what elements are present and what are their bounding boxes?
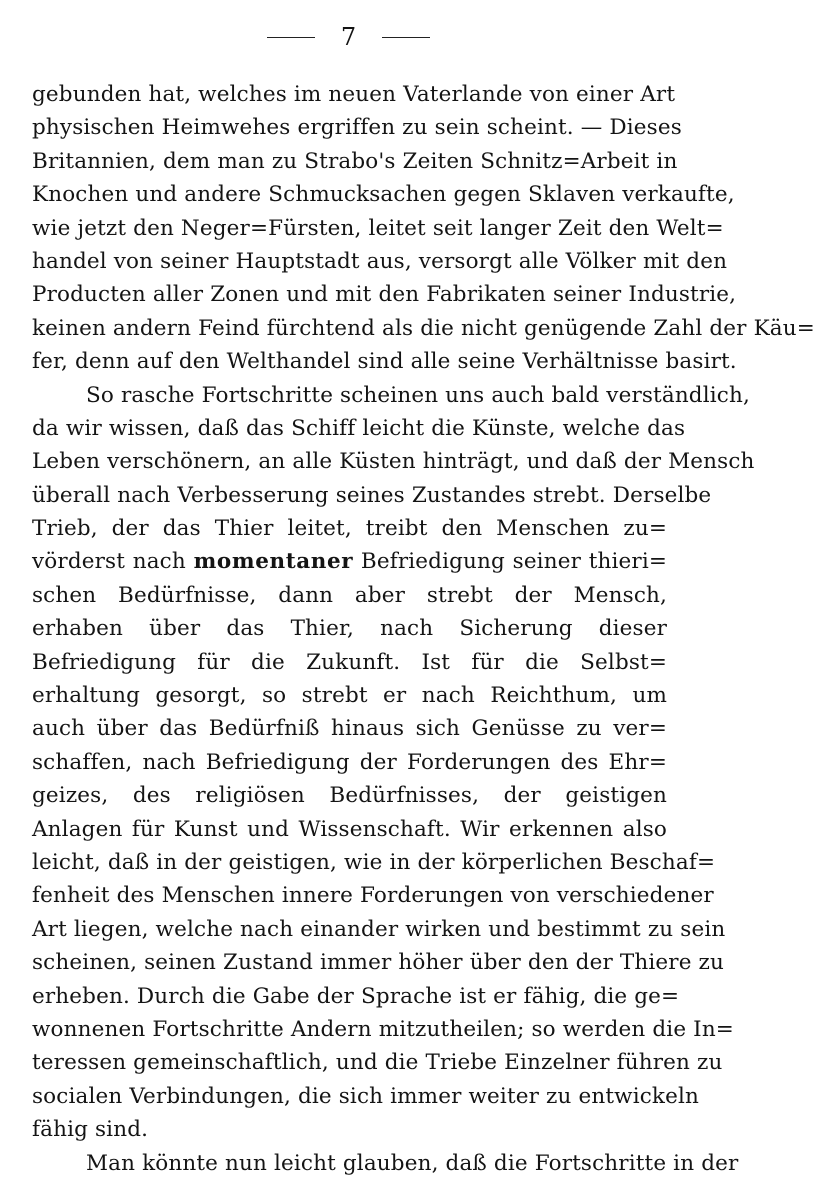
paragraph-end-line: fähig sind. xyxy=(32,1117,149,1143)
emphasis-line xyxy=(32,545,667,578)
text-line: Britannien, dem man zu Strabo's Zeiten Schnitz=Arbeit in xyxy=(32,148,678,174)
text-line: Anlagen für Kunst und Wissenschaft. Wir erkennen also xyxy=(32,816,667,842)
text-line: teressen gemeinschaftlich, und die Triebe Einzelner führen zu xyxy=(32,1050,723,1076)
paragraph-start-line: So rasche Fortschritte scheinen uns auch bald verständlich, xyxy=(86,382,750,408)
text-line: Leben verschönern, an alle Küsten hinträgt, und daß der Mensch xyxy=(32,449,755,475)
text-line: erheben. Durch die Gabe der Sprache ist er fähig, die ge= xyxy=(32,983,680,1009)
text-line: schen Bedürfnisse, dann aber strebt der Mensch, xyxy=(32,582,667,608)
body-text xyxy=(32,78,815,1180)
text-line: leicht, daß in der geistigen, wie in der körperlichen Beschaf= xyxy=(32,849,716,875)
text-line: schaffen, nach Befriedigung der Forderungen des Ehr= xyxy=(32,749,667,775)
text-line: keinen andern Feind fürchtend als die nicht genügende Zahl der Käu= xyxy=(32,315,815,341)
header-rule-left xyxy=(267,37,315,38)
text-line: überall nach Verbesserung seines Zustandes strebt. Derselbe xyxy=(32,482,712,508)
header-rule-right xyxy=(382,37,430,38)
text-line: erhaltung gesorgt, so strebt er nach Reichthum, um xyxy=(32,683,667,709)
paragraph-end-line: fer, denn auf den Welthandel sind alle seine Verhältnisse basirt. xyxy=(32,349,737,375)
text-line: wonnenen Fortschritte Andern mitzutheilen; so werden die In= xyxy=(32,1016,734,1042)
text-line: socialen Verbindungen, die sich immer weiter zu entwickeln xyxy=(32,1083,700,1109)
text-line: fenheit des Menschen innere Forderungen von verschiedener xyxy=(32,883,714,909)
text-line: Knochen und andere Schmucksachen gegen Sklaven verkaufte, xyxy=(32,182,735,208)
text-line: da wir wissen, daß das Schiff leicht die Künste, welche das xyxy=(32,415,686,441)
text-line: handel von seiner Hauptstadt aus, versorgt alle Völker mit den xyxy=(32,248,728,274)
emphasis-after: Befriedigung seiner thieri= xyxy=(360,549,668,575)
text-line: scheinen, seinen Zustand immer höher über den der Thiere zu xyxy=(32,950,725,976)
page-header xyxy=(0,20,697,54)
emphasis-before: vörderst nach xyxy=(32,549,186,575)
text-line: geizes, des religiösen Bedürfnisses, der geistigen xyxy=(32,783,667,809)
text-line: auch über das Bedürfniß hinaus sich Genüsse zu ver= xyxy=(32,716,667,742)
text-line: Producten aller Zonen und mit den Fabrikaten seiner Industrie, xyxy=(32,282,737,308)
emphasized-word: momentaner xyxy=(193,549,354,575)
text-line: Befriedigung für die Zukunft. Ist für die Selbst= xyxy=(32,649,667,675)
page-number: 7 xyxy=(340,23,357,51)
text-line: erhaben über das Thier, nach Sicherung dieser xyxy=(32,616,667,642)
text-line: Art liegen, welche nach einander wirken und bestimmt zu sein xyxy=(32,916,726,942)
text-line: gebunden hat, welches im neuen Vaterlande von einer Art xyxy=(32,82,676,107)
text-line: wie jetzt den Neger=Fürsten, leitet seit langer Zeit den Welt= xyxy=(32,215,724,241)
text-line: Trieb, der das Thier leitet, treibt den Menschen zu= xyxy=(32,516,667,542)
text-line: physischen Heimwehes ergriffen zu sein scheint. — Dieses xyxy=(32,115,682,141)
paragraph-start-line: Man könnte nun leicht glauben, daß die Fortschritte in der xyxy=(86,1150,739,1176)
